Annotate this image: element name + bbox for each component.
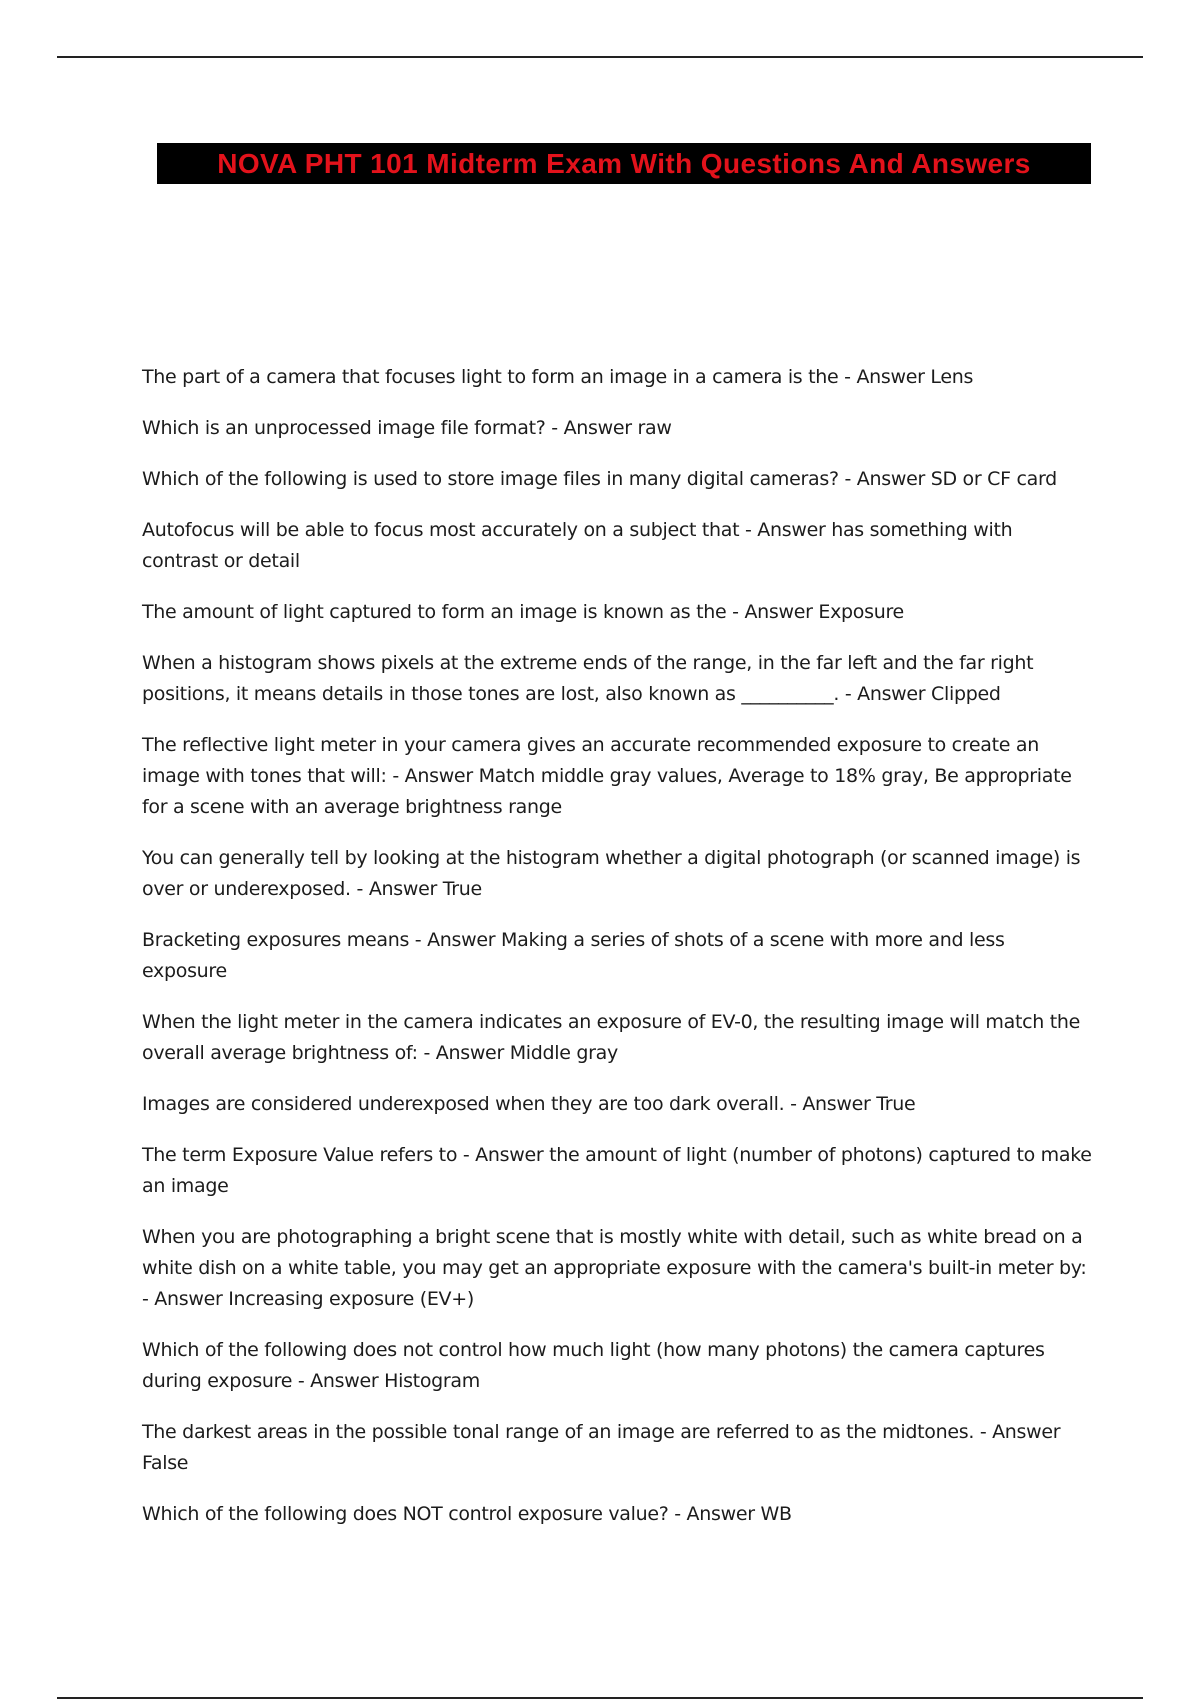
qa-item: Which of the following is used to store image files in many digital cameras? - Answer SD or CF card — [142, 468, 1057, 490]
qa-item: You can generally tell by looking at the histogram whether a digital photograph (or scanned image) is over or underexposed. - Answer True — [142, 847, 1081, 900]
page-title: NOVA PHT 101 Midterm Exam With Questions And Answers — [217, 147, 1031, 179]
qa-item: Bracketing exposures means - Answer Making a series of shots of a scene with more and less exposure — [142, 929, 1005, 982]
qa-item: Which of the following does not control how much light (how many photons) the camera captures during exposure - Answer Histogram — [142, 1339, 1045, 1392]
qa-item: The darkest areas in the possible tonal range of an image are referred to as the midtones. - Answer False — [142, 1421, 1061, 1474]
qa-item: When a histogram shows pixels at the extreme ends of the range, in the far left and the far right positions, it means details in those tones are lost, also known as __________. - Answer Clipped — [142, 652, 1034, 705]
qa-item: Images are considered underexposed when they are too dark overall. - Answer True — [142, 1093, 916, 1115]
top-divider — [57, 56, 1143, 58]
qa-item: When you are photographing a bright scene that is mostly white with detail, such as white bread on a white dish on a white table, you may get an appropriate exposure with the camera's built-in meter by: - Answer Increasing exposure (EV+) — [142, 1226, 1087, 1310]
qa-item: The reflective light meter in your camera gives an accurate recommended exposure to create an image with tones that will: - Answer Match middle gray values, Average to 18% gray, Be appropriate for a scene with an average brightness range — [142, 734, 1072, 818]
qa-item: The term Exposure Value refers to - Answer the amount of light (number of photons) captured to make an image — [142, 1144, 1092, 1197]
bottom-divider — [57, 1697, 1143, 1699]
qa-item: Which is an unprocessed image file format? - Answer raw — [142, 417, 672, 439]
qa-item: When the light meter in the camera indicates an exposure of EV-0, the resulting image will match the overall average brightness of: - Answer Middle gray — [142, 1011, 1081, 1064]
qa-item: The part of a camera that focuses light to form an image in a camera is the - Answer Lens — [142, 366, 974, 388]
qa-item: The amount of light captured to form an image is known as the - Answer Exposure — [142, 601, 904, 623]
qa-item: Autofocus will be able to focus most accurately on a subject that - Answer has something with contrast or detail — [142, 519, 1013, 572]
question-answer-list — [142, 362, 1092, 1550]
qa-item: Which of the following does NOT control exposure value? - Answer WB — [142, 1503, 792, 1525]
title-banner — [157, 143, 1091, 184]
